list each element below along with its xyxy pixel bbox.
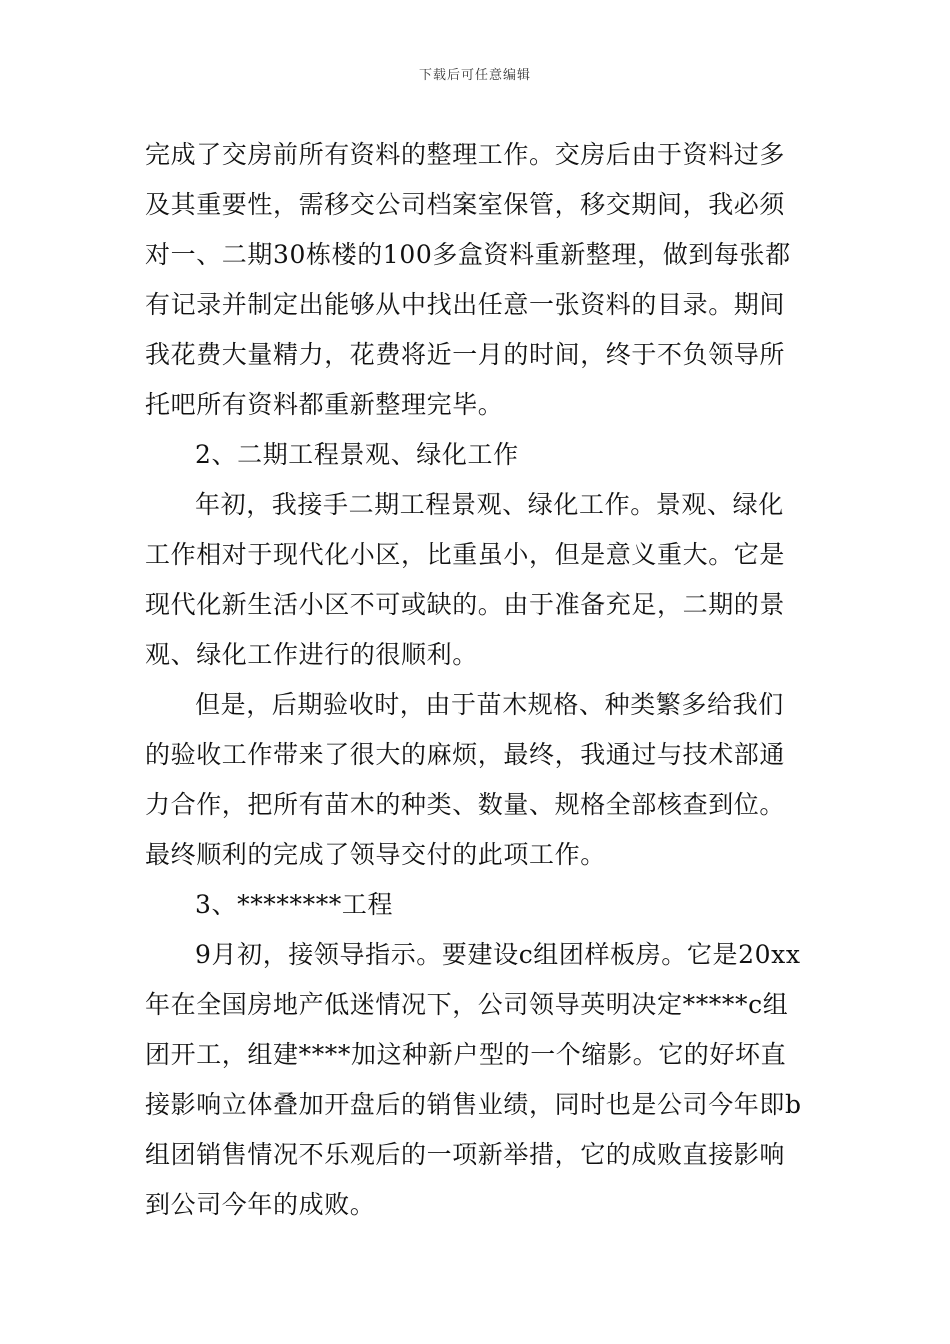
section-heading: 3、********工程	[195, 890, 394, 919]
paragraph-line: 及其重要性，需移交公司档案室保管，移交期间，我必须	[145, 190, 786, 219]
paragraph-line: 年初，我接手二期工程景观、绿化工作。景观、绿化	[195, 490, 784, 519]
paragraph-line: 的验收工作带来了很大的麻烦，最终，我通过与技术部通	[145, 740, 786, 769]
paragraph-line: 现代化新生活小区不可或缺的。由于准备充足，二期的景	[145, 590, 786, 619]
document-body	[145, 130, 810, 1230]
paragraph-line: 工作相对于现代化小区，比重虽小，但是意义重大。它是	[145, 540, 786, 569]
paragraph-line: 团开工，组建****加这种新户型的一个缩影。它的好坏直	[145, 1040, 787, 1069]
page-header: 下载后可任意编辑	[418, 68, 531, 83]
paragraph-line: 年在全国房地产低迷情况下，公司领导英明决定*****c组	[145, 990, 789, 1019]
paragraph-line: 到公司今年的成败。	[145, 1190, 376, 1219]
paragraph-line: 完成了交房前所有资料的整理工作。交房后由于资料过多	[145, 140, 786, 169]
paragraph-line: 接影响立体叠加开盘后的销售业绩，同时也是公司今年即b	[145, 1090, 802, 1119]
paragraph-line: 但是，后期验收时，由于苗木规格、种类繁多给我们	[195, 690, 784, 719]
paragraph-line: 观、绿化工作进行的很顺利。	[145, 640, 478, 669]
paragraph-line: 我花费大量精力，花费将近一月的时间，终于不负领导所	[145, 340, 786, 369]
paragraph-line: 托吧所有资料都重新整理完毕。	[145, 390, 504, 419]
paragraph-line: 对一、二期30栋楼的100多盒资料重新整理，做到每张都	[145, 240, 791, 269]
paragraph-line: 有记录并制定出能够从中找出任意一张资料的目录。期间	[145, 290, 786, 319]
paragraph-line: 9月初，接领导指示。要建设c组团样板房。它是20xx	[195, 940, 801, 969]
paragraph-line: 力合作，把所有苗木的种类、数量、规格全部核查到位。	[145, 790, 786, 819]
section-heading: 2、二期工程景观、绿化工作	[195, 440, 519, 469]
paragraph-line: 组团销售情况不乐观后的一项新举措，它的成败直接影响	[145, 1140, 786, 1169]
paragraph-line: 最终顺利的完成了领导交付的此项工作。	[145, 840, 606, 869]
